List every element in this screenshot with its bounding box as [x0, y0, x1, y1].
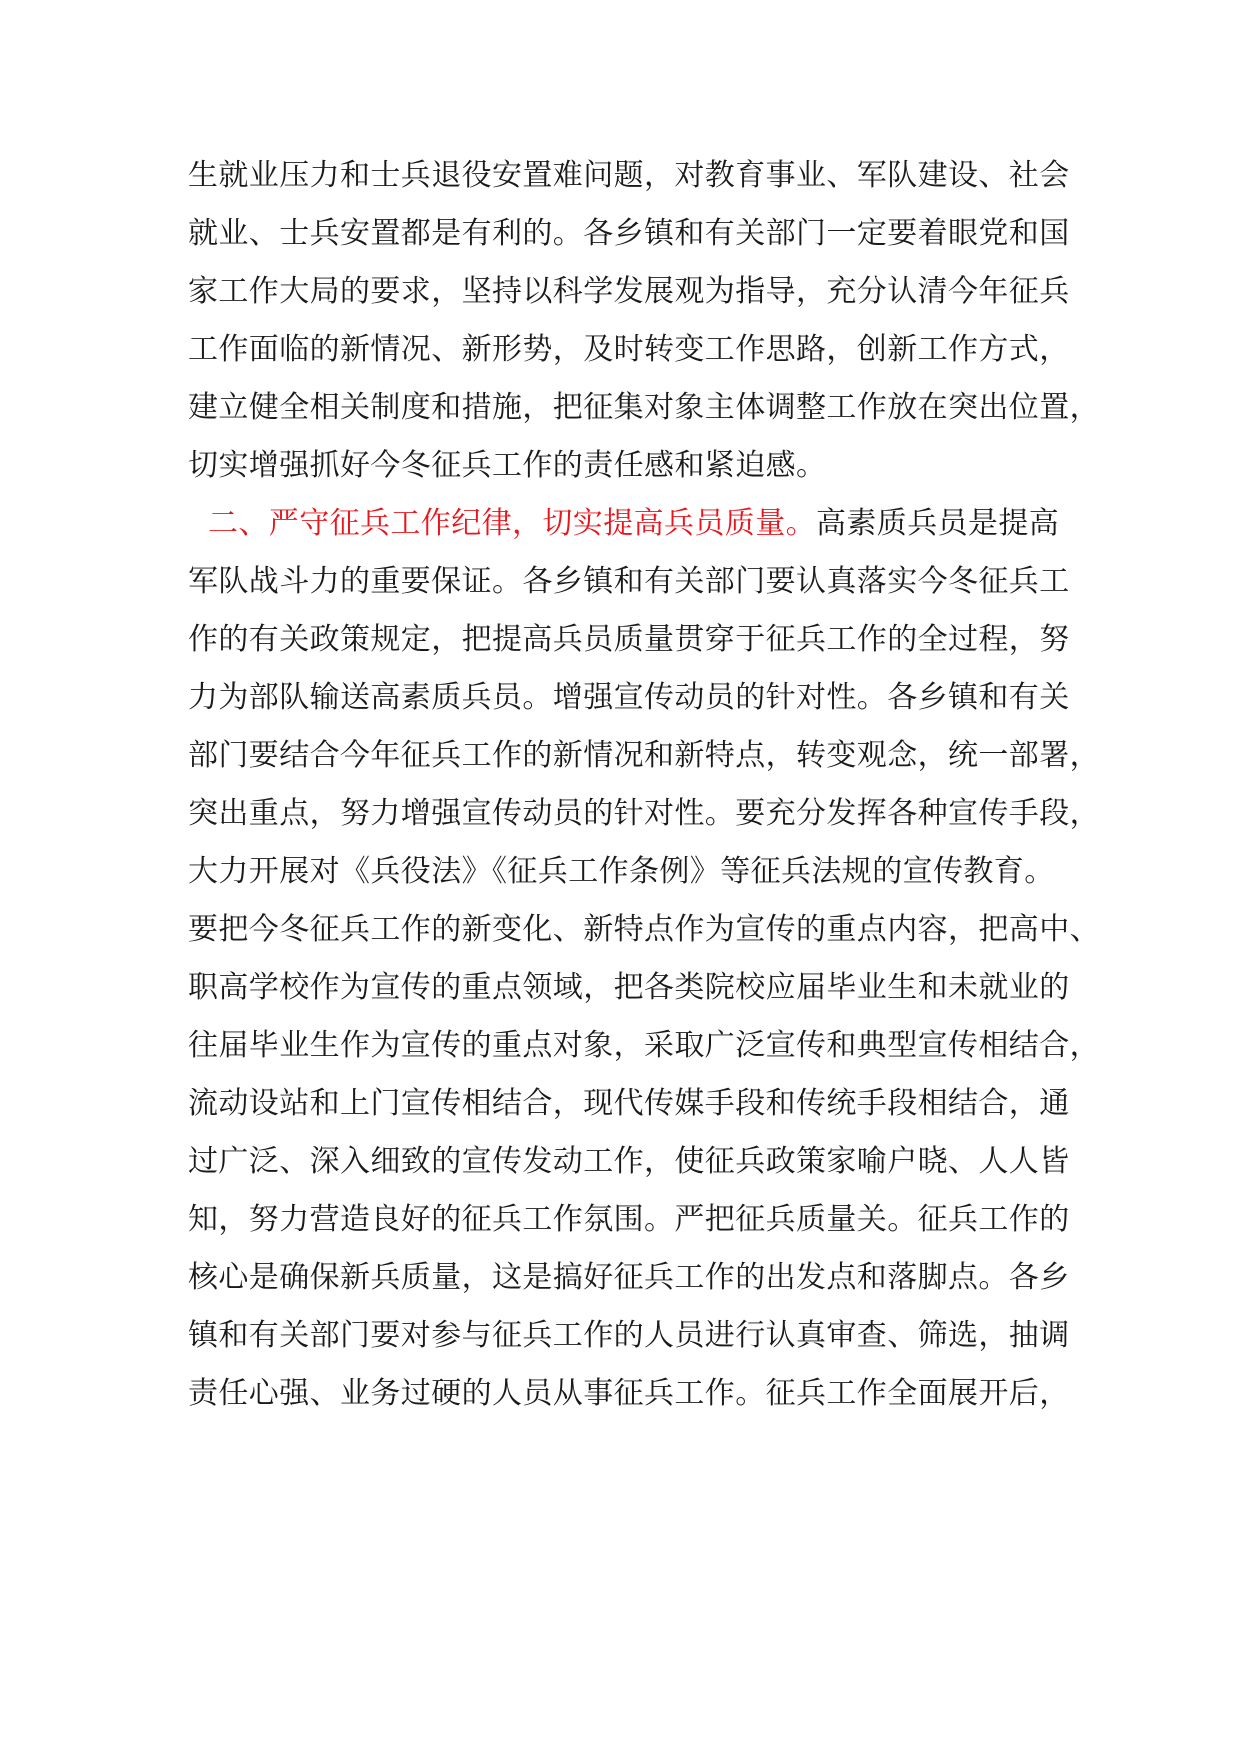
- paragraph2-line-14: 核心是确保新兵质量，这是搞好征兵工作的出发点和落脚点。各乡: [188, 1260, 1070, 1295]
- paragraph2-line-6: 突出重点，努力增强宣传动员的针对性。要充分发挥各种宣传手段，: [188, 796, 1100, 831]
- paragraph2-line-2: 军队战斗力的重要保证。各乡镇和有关部门要认真落实今冬征兵工: [188, 564, 1070, 599]
- paragraph2-line-11: 流动设站和上门宣传相结合，现代传媒手段和传统手段相结合，通: [188, 1086, 1070, 1121]
- paragraph1-line-5: 建立健全相关制度和措施，把征集对象主体调整工作放在突出位置，: [188, 390, 1100, 425]
- paragraph2-line-13: 知，努力营造良好的征兵工作氛围。严把征兵质量关。征兵工作的: [188, 1202, 1070, 1237]
- paragraph2-line-10: 往届毕业生作为宣传的重点对象，采取广泛宣传和典型宣传相结合，: [188, 1028, 1100, 1063]
- paragraph2-line-5: 部门要结合今年征兵工作的新情况和新特点，转变观念，统一部署，: [188, 738, 1100, 773]
- paragraph1-line-3: 家工作大局的要求，坚持以科学发展观为指导，充分认清今年征兵: [188, 274, 1070, 309]
- paragraph1-line-6: 切实增强抓好今冬征兵工作的责任感和紧迫感。: [188, 448, 827, 483]
- paragraph2-first-line-rest: 高素质兵员是提高: [816, 506, 1060, 541]
- paragraph2-line-4: 力为部队输送高素质兵员。增强宣传动员的针对性。各乡镇和有关: [188, 680, 1070, 715]
- paragraph1-line-4: 工作面临的新情况、新形势，及时转变工作思路，创新工作方式，: [188, 332, 1070, 367]
- paragraph1-line-1: 生就业压力和士兵退役安置难问题，对教育事业、军队建设、社会: [188, 158, 1070, 193]
- paragraph2-first-line: [208, 504, 1088, 544]
- paragraph2-line-7: 大力开展对《兵役法》《征兵工作条例》等征兵法规的宣传教育。: [188, 854, 1055, 889]
- paragraph1-line-2: 就业、士兵安置都是有利的。各乡镇和有关部门一定要着眼党和国: [188, 216, 1070, 251]
- paragraph2-line-3: 作的有关政策规定，把提高兵员质量贯穿于征兵工作的全过程，努: [188, 622, 1070, 657]
- paragraph2-line-12: 过广泛、深入细致的宣传发动工作，使征兵政策家喻户晓、人人皆: [188, 1144, 1070, 1179]
- paragraph2-line-15: 镇和有关部门要对参与征兵工作的人员进行认真审查、筛选，抽调: [188, 1318, 1070, 1353]
- paragraph2-line-8: 要把今冬征兵工作的新变化、新特点作为宣传的重点内容，把高中、: [188, 912, 1100, 947]
- section-heading: 二、严守征兵工作纪律，切实提高兵员质量。: [208, 506, 816, 541]
- paragraph2-line-16: 责任心强、业务过硬的人员从事征兵工作。征兵工作全面展开后，: [188, 1376, 1070, 1411]
- paragraph2-line-9: 职高学校作为宣传的重点领域，把各类院校应届毕业生和未就业的: [188, 970, 1070, 1005]
